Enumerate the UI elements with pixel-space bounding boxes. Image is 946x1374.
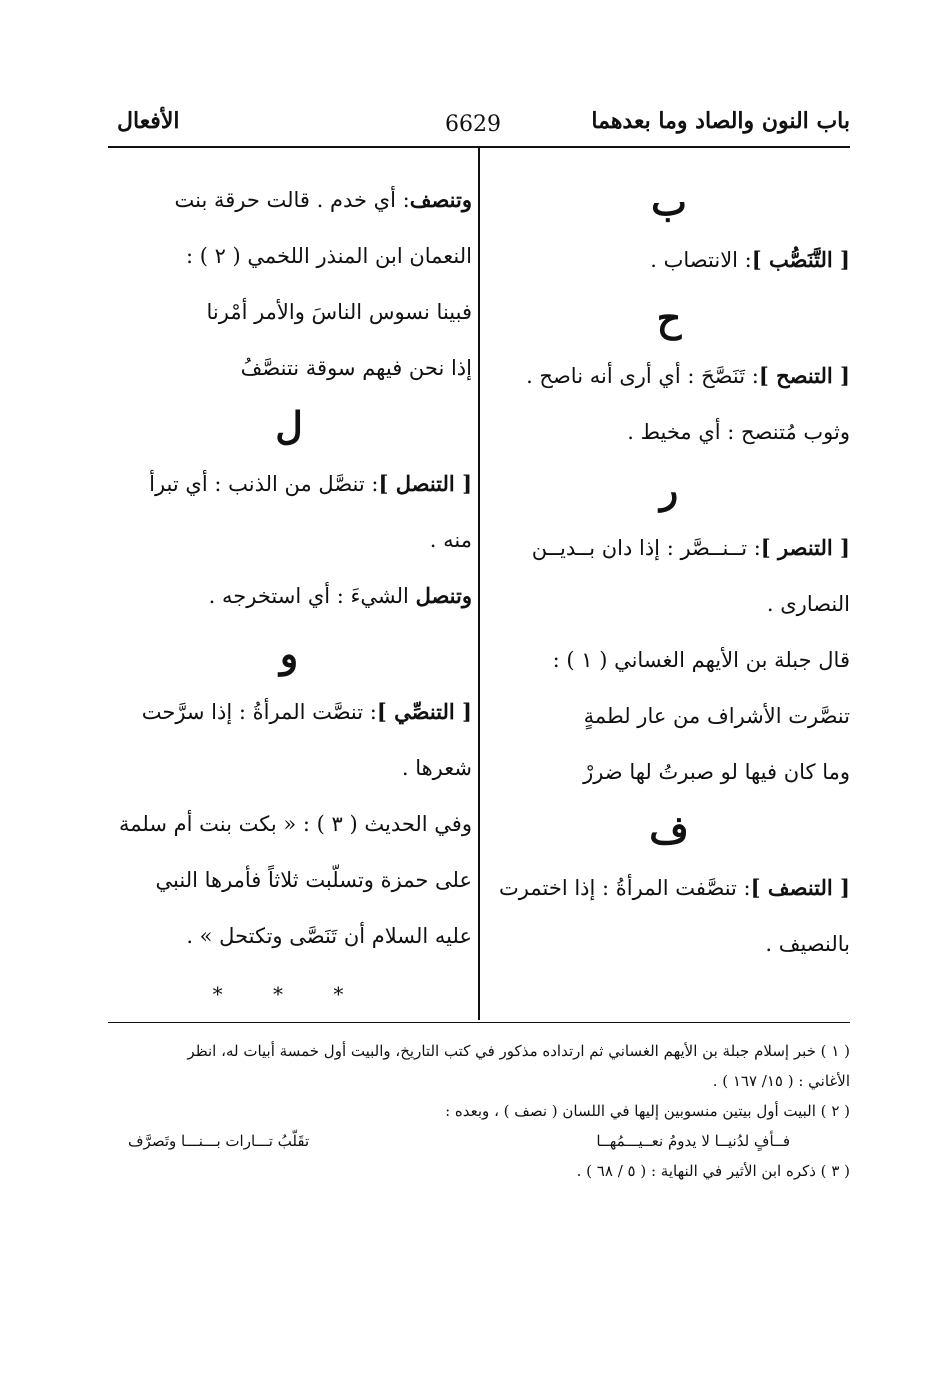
text-line — [106, 852, 472, 908]
text-line — [106, 456, 472, 512]
running-header-section: الأفعال — [117, 108, 180, 134]
entry-text: : تنصَّفت المرأةُ : إذا اختمرت — [499, 876, 751, 900]
entry-headword: [ التنصر ] — [760, 535, 850, 560]
entry-text: منه . — [429, 528, 472, 552]
left-column — [106, 172, 472, 1024]
text-line — [488, 632, 850, 688]
page-number: 6629 — [445, 112, 501, 137]
right-column — [488, 172, 850, 972]
column-divider — [478, 148, 480, 1020]
footnote-2-line-1: ( ٢ ) البيت أول بيتين منسوبين إليها في اللسان ( نصف ) ، وبعده : — [445, 1102, 850, 1120]
text-line — [488, 916, 850, 972]
text-line — [488, 404, 850, 460]
text-line — [106, 684, 472, 740]
entry-headword: [ التنصل ] — [378, 471, 472, 496]
entry-text: النعمان ابن المنذر اللخمي ( ٢ ) : — [185, 244, 472, 268]
text-line — [106, 172, 472, 228]
verse-hemistich-2: تقَلّبُ تـــارات بـــنـــا وتَصرَّف — [128, 1132, 310, 1150]
entry-text: : أي خدم . قالت حرقة بنت — [174, 188, 410, 212]
text-line — [106, 740, 472, 796]
entry-text: عليه السلام أن تَنَصَّى وتكتحل » . — [186, 924, 472, 948]
footnote-1-line-2: الأغاني : ( ١٥/ ١٦٧ ) . — [712, 1072, 850, 1090]
footnote-3-line-1: ( ٣ ) ذكره ابن الأثير في النهاية : ( ٥ / ٦٨ ) . — [576, 1162, 850, 1180]
footnote-1-line-1: ( ١ ) خبر إسلام جبلة بن الأيهم الغساني ثم ارتداده مذكور في كتب التاريخ، والبيت أول خمسة أبيات له، انظر — [187, 1042, 850, 1060]
entry-text: : تنصَّت المرأةُ : إذا سرَّحت — [141, 700, 377, 724]
section-letter-heading: ب — [651, 179, 687, 224]
entry-text: فبينا نسوس الناسَ والأمر أمْرنا — [206, 300, 472, 324]
entry-headword: وتنصف — [409, 187, 472, 212]
section-letter-heading: ل — [275, 403, 303, 448]
text-line — [488, 348, 850, 404]
footnotes — [108, 1036, 850, 1186]
section-letter-heading: ر — [659, 467, 679, 512]
text-line — [106, 340, 472, 396]
entry-text: : تنصَّل من الذنب : أي تبرأ — [149, 472, 379, 496]
footnote-2-verse — [108, 1126, 850, 1156]
entry-text: وما كان فيها لو صبرتُ لها ضررْ — [583, 760, 850, 784]
entry-text: وفي الحديث ( ٣ ) : « بكت بنت أم سلمة — [119, 812, 472, 836]
section-letter-heading: ح — [656, 295, 682, 340]
entry-text: وثوب مُتنصح : أي مخيط . — [627, 420, 850, 444]
entry-text: تنصَّرت الأشراف من عار لطمةٍ — [583, 704, 850, 728]
entry-headword: [ التَّنَصُّب ] — [751, 247, 850, 272]
text-line — [488, 860, 850, 916]
text-line — [488, 576, 850, 632]
entry-text: : الانتصاب . — [650, 248, 752, 272]
text-line — [488, 744, 850, 800]
text-line — [106, 908, 472, 964]
entry-text: : تــنــصَّر : إذا دان بــديــن — [531, 536, 761, 560]
section-letter-heading: و — [279, 631, 299, 676]
text-line — [106, 568, 472, 624]
entry-headword: وتنصل — [415, 583, 472, 608]
text-line — [106, 284, 472, 340]
text-line — [488, 232, 850, 288]
verse-hemistich-1: فــأفٍ لدُنيــا لا يدومُ نعــيـــمُهــا — [596, 1132, 790, 1150]
footnote-rule — [108, 1022, 850, 1023]
entry-text: قال جبلة بن الأيهم الغساني ( ١ ) : — [552, 648, 850, 672]
entry-text: النصارى . — [766, 592, 850, 616]
entry-headword: [ التنصِّي ] — [376, 699, 472, 724]
section-letter-heading: ف — [649, 807, 689, 852]
text-line — [106, 796, 472, 852]
section-end-stars: * * * — [212, 982, 366, 1006]
running-header-chapter: باب النون والصاد وما بعدهما — [591, 108, 850, 134]
entry-text: شعرها . — [401, 756, 472, 780]
entry-text: بالنصيف . — [765, 932, 850, 956]
text-line — [106, 228, 472, 284]
entry-headword: [ التنصح ] — [758, 363, 850, 388]
entry-headword: [ التنصف ] — [750, 875, 850, 900]
text-line — [488, 688, 850, 744]
entry-text: على حمزة وتسلّبت ثلاثاً فأمرها النبي — [155, 868, 472, 892]
entry-text: إذا نحن فيهم سوقة نتنصَّفُ — [240, 356, 472, 380]
entry-text: الشيءَ : أي استخرجه . — [208, 584, 416, 608]
text-line — [106, 512, 472, 568]
text-line — [488, 520, 850, 576]
entry-text: : تَنَصَّحَ : أي أرى أنه ناصح . — [526, 364, 759, 388]
